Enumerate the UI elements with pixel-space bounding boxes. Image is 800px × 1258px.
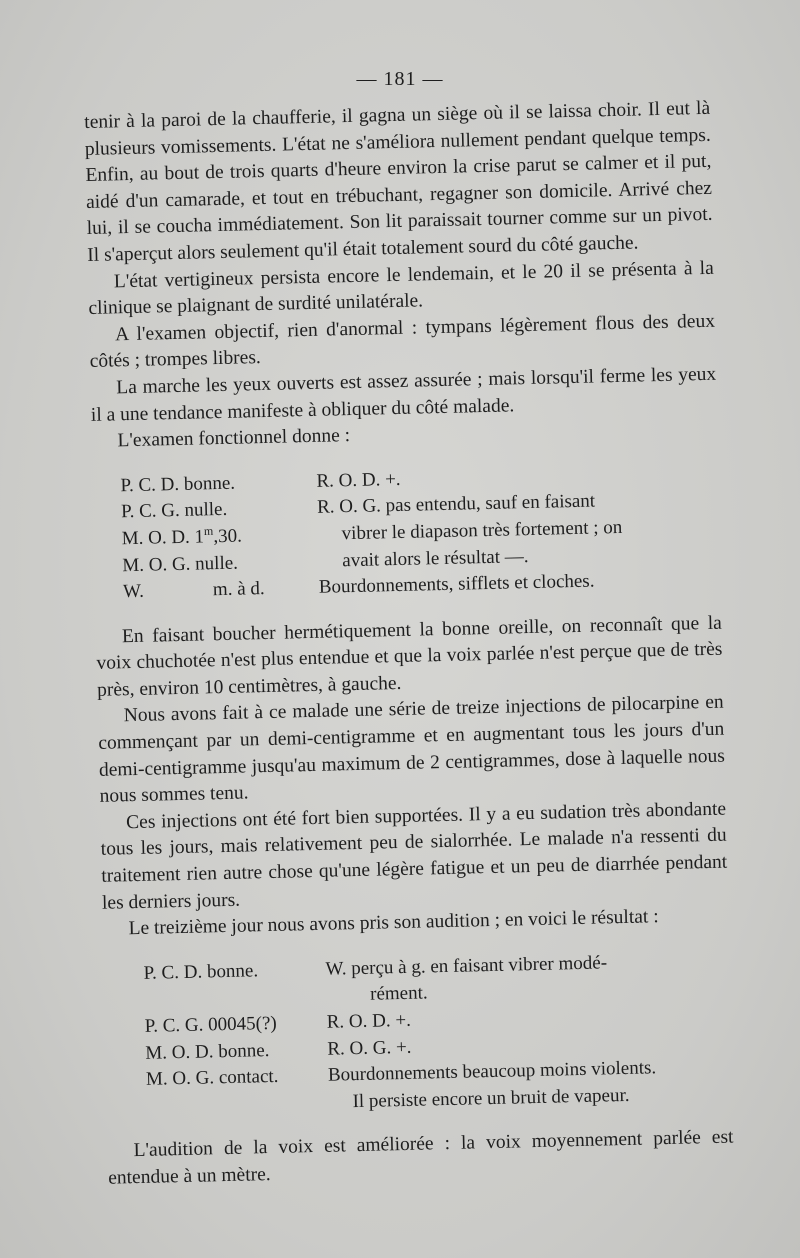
exam-line: rément. bbox=[369, 982, 428, 1006]
paragraph: L'état vertigineux persista encore le lendemain, et le 20 il se présenta à la clinique se plaignant de surdité unilatérale. bbox=[88, 257, 714, 320]
exam-line: M. O. G. contact. bbox=[145, 1066, 279, 1091]
paragraph: L'examen fonctionnel donne : bbox=[117, 425, 351, 452]
paragraph: tenir à la paroi de la chaufferie, il gagna un siège où il se laissa choir. Il eut là plusieurs vomissements. L'état ne s'améliora nullement pendant quelque temps. Enfin, au bout de trois quarts d'heure environ la crise parut se calmer et il put, aidé d'un camarade, et tout en trébuchant, regagner son domicile. Arrivé chez lui, il se coucha immédiatement. Son lit paraissait tourner comme sur un pivot. Il s'aperçut alors seulement qu'il était totalement sourd du côté gauche. bbox=[84, 97, 713, 266]
exam-line: Bourdonnements beaucoup moins violents. bbox=[327, 1057, 657, 1086]
exam-line: R. O. D. +. bbox=[326, 1009, 412, 1033]
exam-line: Bourdonnements, sifflets et cloches. bbox=[318, 570, 595, 598]
exam-results-day-13 bbox=[103, 947, 732, 1121]
exam-line: Il persiste encore un bruit de vapeur. bbox=[352, 1084, 630, 1112]
body-text bbox=[84, 96, 734, 1192]
page-number: — 181 — bbox=[356, 68, 444, 90]
exam-line: R. O. G. +. bbox=[327, 1036, 412, 1060]
exam-line: P. C. G. 00045(?) bbox=[144, 1012, 277, 1037]
paragraph: En faisant boucher hermétiquement la bonne oreille, on reconnaît que la voix chuchotée n'est plus entendue et que la voix parlée n'est perçue que de très près, environ 10 centimètres, à gauche. bbox=[96, 612, 723, 701]
paragraph: L'audition de la voix est améliorée : la voix moyennement parlée est entendue à un mètre. bbox=[108, 1126, 734, 1189]
exam-line: R. O. D. +. bbox=[316, 468, 401, 492]
exam-line: M. O. D. 1$^m$,30. bbox=[121, 523, 243, 550]
paragraph: A l'examen objectif, rien d'anormal : tympans légèrement flous des deux côtés ; trompes libres. bbox=[89, 310, 716, 373]
exam-results-initial bbox=[92, 459, 721, 606]
exam-line: W. m. à d. bbox=[122, 578, 265, 603]
exam-line: P. C. G. nulle. bbox=[120, 499, 228, 523]
paragraph: Nous avons fait à ce malade une série de treize injections de pilocarpine en commençant par un demi-centigramme et en augmentant tous les jours d'un demi-centigramme jusqu'au maximum de 2 centigrammes, dose à laquelle nous nous sommes tenu. bbox=[98, 692, 726, 808]
exam-line: W. perçu à g. en faisant vibrer modé- bbox=[325, 952, 608, 980]
exam-line: R. O. G. pas entendu, sauf en faisant bbox=[316, 490, 596, 519]
paragraph: Ces injections ont été fort bien supportées. Il y a eu sudation très abondante tous les jours, mais relativement peu de sialorrhée. Le malade n'a ressenti du traitement rien autre chose qu'une légère fatigue et un peu de diarrhée pendant les derniers jours. bbox=[100, 798, 728, 914]
exam-line: vibrer le diapason très fortement ; on bbox=[341, 516, 623, 545]
exam-line: P. C. D. bonne. bbox=[143, 960, 259, 984]
exam-line: avait alors le résultat —. bbox=[342, 545, 529, 571]
paragraph: La marche les yeux ouverts est assez assurée ; mais lorsqu'il ferme les yeux il a une tendance manifeste à obliquer du côté malade. bbox=[90, 363, 717, 426]
paragraph: Le treizième jour nous avons pris son audition ; en voici le résultat : bbox=[128, 906, 659, 940]
exam-line: M. O. D. bonne. bbox=[145, 1039, 270, 1064]
exam-line: M. O. G. nulle. bbox=[122, 552, 239, 576]
exam-line: P. C. D. bonne. bbox=[120, 472, 236, 496]
